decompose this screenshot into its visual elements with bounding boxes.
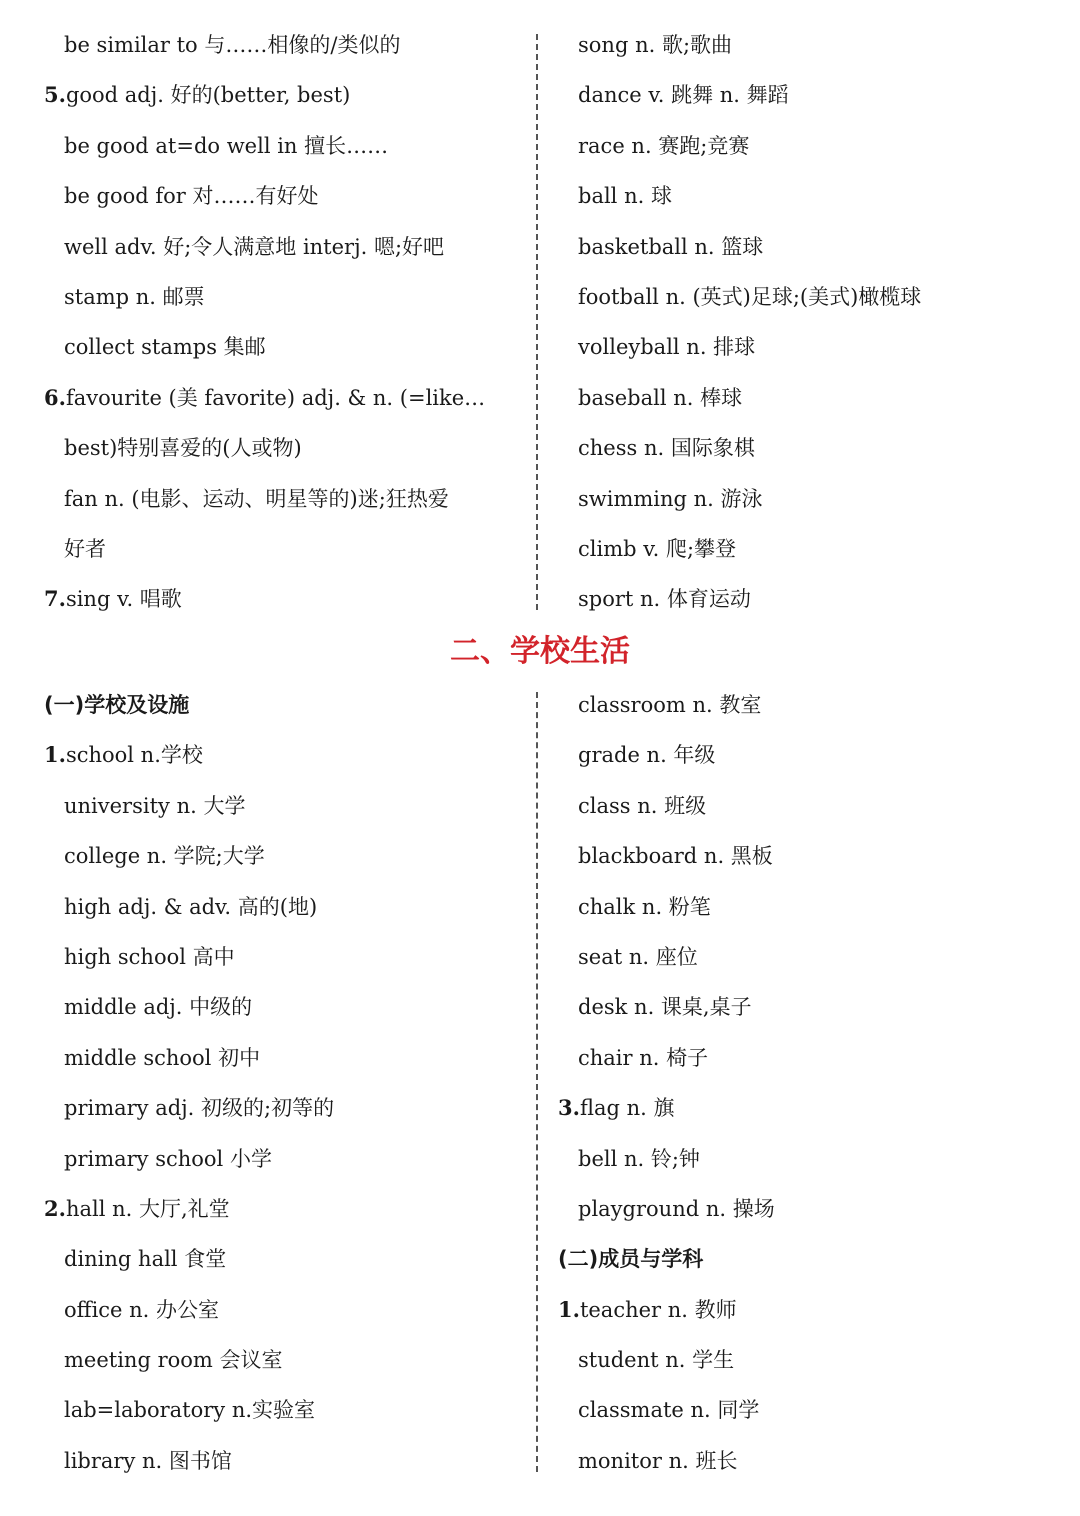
vocab-entry — [44, 274, 524, 324]
entry-text: chess n. 国际象棋 — [578, 436, 755, 461]
vocab-entry — [558, 224, 1058, 274]
vocab-entry — [44, 476, 524, 526]
entry-text: race n. 赛跑;竞赛 — [578, 133, 750, 158]
entry-text: hall n. 大厅,礼堂 — [65, 1196, 230, 1221]
vocab-entry — [44, 224, 524, 274]
subsection-heading — [558, 1236, 1058, 1286]
entry-number: 1. — [44, 742, 66, 768]
vocab-entry — [44, 123, 524, 173]
vocab-entry — [558, 72, 1058, 122]
vocab-entry — [558, 984, 1058, 1034]
entry-text: volleyball n. 排球 — [578, 335, 756, 360]
entry-text: teacher n. 教师 — [579, 1297, 737, 1322]
vocab-entry — [558, 526, 1058, 576]
entry-text: well adv. 好;令人满意地 interj. 嗯;好吧 — [64, 234, 445, 259]
vocab-entry — [558, 1287, 1058, 1337]
top-left-column — [44, 22, 524, 627]
entry-text: monitor n. 班长 — [578, 1448, 738, 1473]
subsection-heading — [44, 682, 524, 732]
vocab-entry — [558, 732, 1058, 782]
entry-text: ball n. 球 — [578, 184, 672, 209]
entry-number: 5. — [44, 82, 66, 108]
bottom-right-column — [558, 682, 1058, 1488]
vocab-entry — [44, 1186, 524, 1236]
vocab-entry — [558, 1186, 1058, 1236]
vocab-entry — [558, 783, 1058, 833]
vocab-entry — [44, 1236, 524, 1286]
vocab-entry — [558, 1085, 1058, 1135]
section-title: 二、学校生活 — [450, 634, 630, 669]
entry-text: climb v. 爬;攀登 — [578, 536, 737, 561]
entry-text: university n. 大学 — [64, 793, 246, 818]
vocab-entry — [44, 934, 524, 984]
entry-text: primary adj. 初级的;初等的 — [64, 1096, 335, 1121]
vocab-entry — [558, 1387, 1058, 1437]
vocab-entry — [44, 984, 524, 1034]
entry-text: library n. 图书馆 — [64, 1448, 232, 1473]
entry-text: be good for 对……有好处 — [64, 184, 319, 209]
entry-text: chair n. 椅子 — [578, 1045, 709, 1070]
entry-text: best)特别喜爱的(人或物) — [64, 436, 302, 461]
entry-text: baseball n. 棒球 — [578, 385, 743, 410]
entry-text: office n. 办公室 — [64, 1297, 220, 1322]
vocab-entry — [44, 324, 524, 374]
entry-text: fan n. (电影、运动、明星等的)迷;狂热爱 — [64, 486, 449, 511]
vocab-entry — [558, 274, 1058, 324]
vocab-entry — [44, 425, 524, 475]
entry-text: meeting room 会议室 — [64, 1348, 283, 1373]
entry-text: playground n. 操场 — [578, 1196, 775, 1221]
vocab-entry — [558, 375, 1058, 425]
vocab-entry — [44, 173, 524, 223]
vocab-entry — [558, 1438, 1058, 1488]
entry-text: 好者 — [64, 536, 106, 561]
entry-text: blackboard n. 黑板 — [578, 844, 773, 869]
entry-number: 6. — [44, 384, 66, 410]
entry-text: swimming n. 游泳 — [578, 486, 763, 511]
vocab-entry — [44, 783, 524, 833]
vocab-entry — [44, 72, 524, 122]
vocab-entry — [558, 833, 1058, 883]
subsection-heading-text: (二)成员与学科 — [558, 1247, 704, 1272]
entry-number: 3. — [558, 1095, 580, 1121]
entry-number: 1. — [558, 1296, 580, 1322]
entry-text: lab=laboratory n.实验室 — [64, 1398, 316, 1423]
entry-text: class n. 班级 — [578, 793, 707, 818]
bottom-left-column — [44, 682, 524, 1488]
entry-number: 2. — [44, 1195, 66, 1221]
entry-text: dining hall 食堂 — [64, 1247, 227, 1272]
vocab-entry — [44, 732, 524, 782]
vocab-entry — [558, 476, 1058, 526]
vocab-entry — [558, 123, 1058, 173]
entry-text: classmate n. 同学 — [578, 1398, 760, 1423]
entry-text: collect stamps 集邮 — [64, 335, 266, 360]
entry-text: stamp n. 邮票 — [64, 284, 205, 309]
vocab-entry — [558, 425, 1058, 475]
vocab-entry — [44, 1287, 524, 1337]
entry-text: student n. 学生 — [578, 1348, 735, 1373]
entry-text: grade n. 年级 — [578, 743, 716, 768]
entry-number: 7. — [44, 586, 66, 612]
entry-text: chalk n. 粉笔 — [578, 894, 711, 919]
vocab-entry — [558, 1035, 1058, 1085]
entry-text: basketball n. 篮球 — [578, 234, 764, 259]
vocab-entry — [44, 22, 524, 72]
vocab-entry — [44, 833, 524, 883]
vocab-entry — [558, 173, 1058, 223]
vocab-entry — [44, 884, 524, 934]
subsection-heading-text: (一)学校及设施 — [44, 693, 190, 717]
vocab-entry — [44, 576, 524, 626]
entry-text: middle adj. 中级的 — [64, 995, 253, 1020]
vocab-entry — [558, 1337, 1058, 1387]
vocab-entry — [44, 1387, 524, 1437]
entry-text: sing v. 唱歌 — [65, 587, 182, 612]
entry-text: be good at=do well in 擅长…… — [64, 133, 389, 158]
entry-text: bell n. 铃;钟 — [578, 1146, 700, 1171]
entry-text: high school 高中 — [64, 944, 235, 969]
vocab-entry — [558, 22, 1058, 72]
entry-text: football n. (英式)足球;(美式)橄榄球 — [578, 284, 922, 309]
vocab-entry — [44, 526, 524, 576]
vocab-entry — [558, 324, 1058, 374]
entry-text: primary school 小学 — [64, 1146, 272, 1171]
vocab-entry — [44, 1035, 524, 1085]
entry-text: good adj. 好的(better, best) — [65, 83, 351, 108]
entry-text: be similar to 与……相像的/类似的 — [64, 33, 401, 57]
entry-text: seat n. 座位 — [578, 944, 698, 969]
entry-text: school n.学校 — [65, 743, 203, 768]
entry-text: college n. 学院;大学 — [64, 844, 265, 869]
entry-text: high adj. & adv. 高的(地) — [64, 894, 318, 919]
top-right-column — [558, 22, 1058, 627]
vocab-entry — [44, 1438, 524, 1488]
entry-text: middle school 初中 — [64, 1045, 261, 1070]
vocab-entry — [44, 1136, 524, 1186]
entry-text: song n. 歌;歌曲 — [578, 33, 733, 57]
vocab-entry — [558, 884, 1058, 934]
column-divider-top — [536, 34, 538, 610]
entry-text: sport n. 体育运动 — [578, 587, 751, 612]
column-divider-bottom — [536, 692, 538, 1472]
entry-text: favourite (美 favorite) adj. & n. (=like… — [65, 385, 486, 410]
vocab-entry — [558, 576, 1058, 626]
vocab-entry — [558, 1136, 1058, 1186]
vocab-entry — [558, 682, 1058, 732]
vocab-entry — [44, 375, 524, 425]
entry-text: flag n. 旗 — [579, 1096, 675, 1121]
vocab-entry — [44, 1337, 524, 1387]
vocab-entry — [558, 934, 1058, 984]
vocab-entry — [44, 1085, 524, 1135]
entry-text: desk n. 课桌,桌子 — [578, 995, 752, 1020]
entry-text: dance v. 跳舞 n. 舞蹈 — [578, 83, 789, 108]
entry-text: classroom n. 教室 — [578, 693, 762, 717]
